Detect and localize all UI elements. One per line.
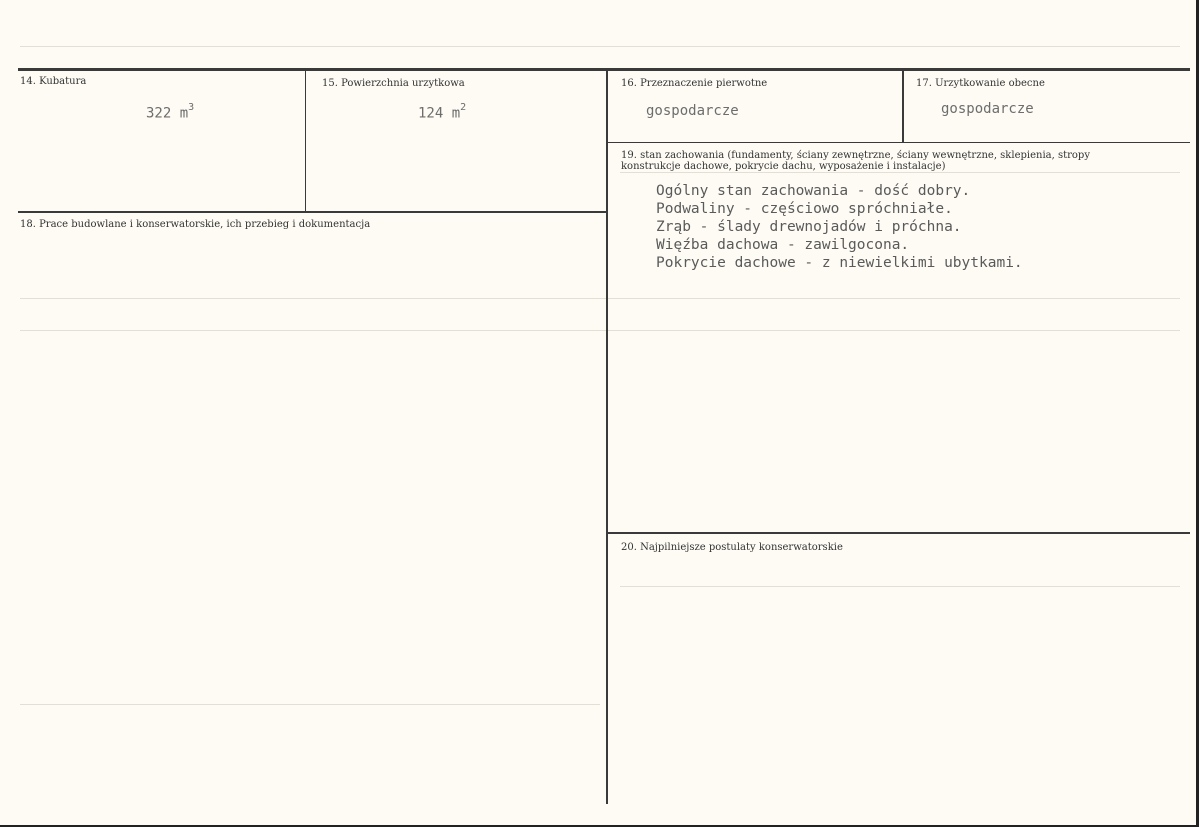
show-through-line <box>620 586 1180 587</box>
field-15-value: 124 $m^2$ <box>418 102 467 122</box>
field-20-label: 20. Najpilniejsze postulaty konserwatorskie <box>621 542 843 553</box>
show-through-line <box>20 298 1180 299</box>
row-divider-right-bottom <box>608 532 1190 534</box>
field-16-value: gospodarcze <box>646 103 739 119</box>
field-18-label: 18. Prace budowlane i konserwatorskie, ich przebieg i dokumentacja <box>20 219 371 230</box>
divider-16-17 <box>902 71 904 143</box>
field-14-value: 322 $m^3$ <box>146 102 195 122</box>
row-divider-left <box>18 211 606 213</box>
field-19-label-line1: 19. stan zachowania (fundamenty, ściany zewnętrzne, ściany wewnętrzne, sklepienia, stropy <box>621 150 1090 161</box>
center-divider <box>606 71 608 804</box>
condition-line: Zrąb - ślady drewnojadów i próchna. <box>656 219 962 235</box>
field-14-label: 14. Kubatura <box>20 76 87 87</box>
field-19-label-line2: konstrukcje dachowe, pokrycie dachu, wyposażenie i instalacje) <box>621 161 946 172</box>
divider-14-15 <box>305 71 306 211</box>
show-through-line <box>20 330 1180 331</box>
condition-line: Podwaliny - częściowo spróchniałe. <box>656 201 953 217</box>
field-19-condition-text <box>656 182 1023 272</box>
field-15-label: 15. Powierzchnia urzytkowa <box>322 78 465 89</box>
field-17-label: 17. Urzytkowanie obecne <box>916 78 1045 89</box>
show-through-line <box>20 704 600 705</box>
top-border <box>18 68 1190 71</box>
field-16-label: 16. Przeznaczenie pierwotne <box>621 78 768 89</box>
field-17-value: gospodarcze <box>941 101 1034 117</box>
condition-line: Więźba dachowa - zawilgocona. <box>656 237 910 253</box>
condition-line: Pokrycie dachowe - z niewielkimi ubytkami. <box>656 255 1023 271</box>
show-through-line <box>20 46 1180 47</box>
condition-line: Ogólny stan zachowania - dość dobry. <box>656 183 971 199</box>
row-divider-right-top <box>608 142 1190 143</box>
